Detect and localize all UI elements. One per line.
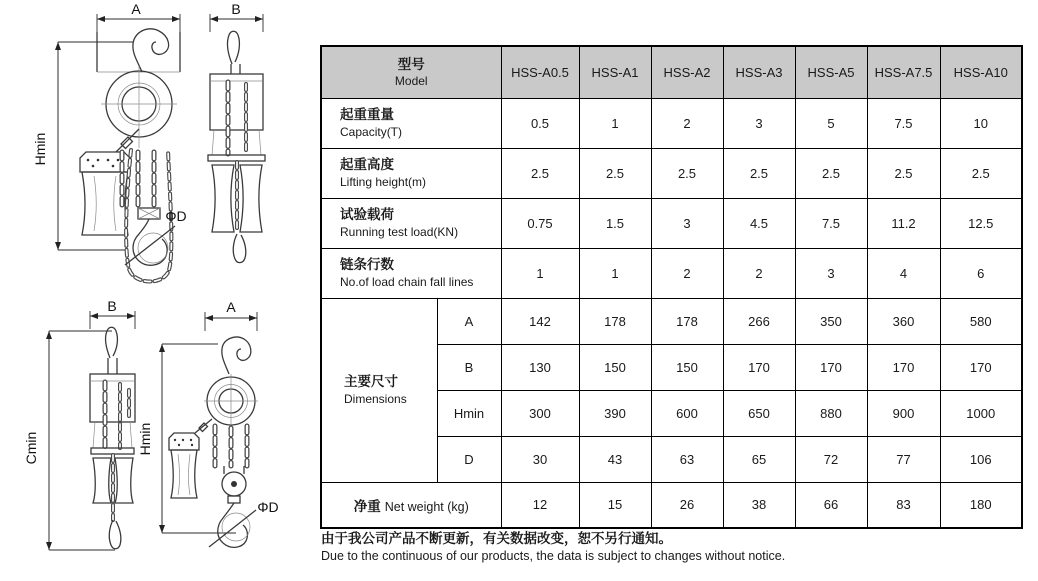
turnbuckle (121, 137, 133, 149)
value-cell: 38 (723, 482, 795, 528)
value-cell: 3 (723, 98, 795, 148)
value-cell: 266 (723, 298, 795, 344)
value-cell: 3 (795, 248, 867, 298)
value-cell: 150 (651, 344, 723, 390)
value-cell: 170 (867, 344, 940, 390)
hoist-side-view (23, 298, 135, 550)
model-column-header: HSS-A10 (940, 46, 1022, 98)
dim-a-label: A (131, 2, 141, 17)
row-label-en: Running test load(KN) (340, 224, 459, 239)
side-panel (115, 458, 133, 503)
value-cell: 900 (867, 390, 940, 436)
value-cell: 178 (579, 298, 651, 344)
net-weight-label-en: Net weight (kg) (384, 499, 469, 514)
hoist-side-view (208, 2, 265, 263)
value-cell: 2 (651, 248, 723, 298)
row-label-en: No.of load chain fall lines (340, 274, 474, 289)
value-cell: 180 (940, 482, 1022, 528)
value-cell: 15 (579, 482, 651, 528)
value-cell: 6 (940, 248, 1022, 298)
row-label-en: Lifting height(m) (340, 174, 427, 189)
value-cell: 7.5 (867, 98, 940, 148)
value-cell: 2 (651, 98, 723, 148)
row-label-zh: 起重高度 (340, 157, 394, 173)
value-cell: 142 (501, 298, 579, 344)
hook-diameter-leader (209, 510, 256, 547)
value-cell: 1000 (940, 390, 1022, 436)
dim-phid-label: ΦD (257, 499, 279, 515)
dim-hmin-label: Hmin (32, 132, 48, 166)
value-cell: 26 (651, 482, 723, 528)
dim-sublabel: Hmin (437, 390, 501, 436)
dim-b-label: B (107, 298, 117, 314)
value-cell: 72 (795, 436, 867, 482)
value-cell: 350 (795, 298, 867, 344)
value-cell: 2.5 (867, 148, 940, 198)
dimensions-label-zh: 主要尺寸 (344, 374, 398, 390)
bottom-hook-side (233, 234, 246, 263)
dim-a-label: A (226, 299, 236, 315)
disclaimer-zh: 由于我公司产品不断更新，有关数据改变，恕不另行通知。 (321, 531, 672, 546)
bracket-plate (169, 433, 199, 450)
row-label (321, 248, 501, 298)
value-cell: 2.5 (579, 148, 651, 198)
dim-hmin-label: Hmin (137, 422, 153, 456)
value-cell: 170 (795, 344, 867, 390)
value-cell: 83 (867, 482, 940, 528)
load-chain (215, 426, 247, 466)
row-label-zh: 链条行数 (340, 257, 394, 273)
value-cell: 12 (501, 482, 579, 528)
top-hook (133, 29, 169, 72)
net-weight-label-zh: 净重 (353, 498, 381, 514)
model-header-cell (321, 46, 501, 98)
row-label-zh: 起重重量 (340, 107, 394, 123)
value-cell: 1 (579, 248, 651, 298)
dimensions-label-en: Dimensions (344, 391, 407, 406)
model-header-en: Model (394, 73, 428, 88)
value-cell: 10 (940, 98, 1022, 148)
bottom-hook-side (109, 520, 121, 549)
chain-bag-fold (94, 176, 96, 231)
load-chain-side (228, 82, 246, 154)
top-hook-side (106, 327, 118, 358)
value-cell: 0.5 (501, 98, 579, 148)
table-row-net-weight (321, 482, 1022, 528)
dim-phid-label: ΦD (165, 208, 187, 224)
model-column-header: HSS-A1 (579, 46, 651, 98)
value-cell: 880 (795, 390, 867, 436)
value-cell: 1 (501, 248, 579, 298)
table-header-row (321, 46, 1022, 98)
value-cell: 2.5 (940, 148, 1022, 198)
chain-bag-fold (189, 454, 191, 495)
row-label-en: Capacity(T) (340, 124, 403, 139)
value-cell: 600 (651, 390, 723, 436)
value-cell: 4.5 (723, 198, 795, 248)
load-chain-side (105, 382, 129, 448)
hoist-front-view (137, 299, 279, 547)
value-cell: 2 (723, 248, 795, 298)
value-cell: 12.5 (940, 198, 1022, 248)
row-label (321, 98, 501, 148)
dimensions-label (321, 298, 437, 482)
value-cell: 2.5 (651, 148, 723, 198)
value-cell: 170 (940, 344, 1022, 390)
model-column-header: HSS-A5 (795, 46, 867, 98)
value-cell: 11.2 (867, 198, 940, 248)
table-row-test-load (321, 198, 1022, 248)
pulley-block (222, 466, 246, 503)
dim-b-label: B (231, 2, 241, 17)
hoist-front-view (32, 2, 187, 282)
suspension-link (116, 129, 139, 152)
dim-cmin-label: Cmin (23, 431, 39, 465)
side-panel (93, 458, 111, 503)
value-cell: 7.5 (795, 198, 867, 248)
value-cell: 5 (795, 98, 867, 148)
value-cell: 170 (723, 344, 795, 390)
chain-bag-fold (114, 176, 116, 231)
value-cell: 2.5 (501, 148, 579, 198)
housing-side (210, 74, 263, 130)
value-cell: 130 (501, 344, 579, 390)
net-weight-label (321, 482, 501, 528)
hoist-drawing-top (18, 2, 308, 298)
spec-table (320, 45, 1023, 529)
row-label (321, 148, 501, 198)
value-cell: 63 (651, 436, 723, 482)
side-panel (212, 165, 234, 232)
table-row-chain-lines (321, 248, 1022, 298)
value-cell: 65 (723, 436, 795, 482)
value-cell: 30 (501, 436, 579, 482)
table-row-lifting-height (321, 148, 1022, 198)
table-row-dim-a (321, 298, 1022, 344)
row-label-zh: 试验载荷 (340, 207, 394, 223)
value-cell: 360 (867, 298, 940, 344)
side-panel (240, 165, 262, 232)
value-cell: 390 (579, 390, 651, 436)
value-cell: 300 (501, 390, 579, 436)
top-hook (222, 337, 251, 374)
value-cell: 650 (723, 390, 795, 436)
value-cell: 178 (651, 298, 723, 344)
chain-bag-fold (178, 454, 180, 495)
bottom-hook (209, 503, 256, 547)
value-cell: 580 (940, 298, 1022, 344)
dim-sublabel: B (437, 344, 501, 390)
chain-bag (171, 450, 197, 498)
model-column-header: HSS-A7.5 (867, 46, 940, 98)
hoist-drawing-bottom (2, 298, 314, 578)
value-cell: 1 (579, 98, 651, 148)
model-header-zh: 型号 (397, 56, 425, 72)
value-cell: 66 (795, 482, 867, 528)
model-column-header: HSS-A3 (723, 46, 795, 98)
disclaimer-note (321, 530, 785, 564)
dim-sublabel: D (437, 436, 501, 482)
value-cell: 0.75 (501, 198, 579, 248)
dim-sublabel: A (437, 298, 501, 344)
value-cell: 2.5 (723, 148, 795, 198)
model-column-header: HSS-A0.5 (501, 46, 579, 98)
value-cell: 4 (867, 248, 940, 298)
value-cell: 77 (867, 436, 940, 482)
value-cell: 106 (940, 436, 1022, 482)
value-cell: 150 (579, 344, 651, 390)
row-label (321, 198, 501, 248)
value-cell: 1.5 (579, 198, 651, 248)
table-row-capacity (321, 98, 1022, 148)
disclaimer-en: Due to the continuous of our products, the data is subject to changes without notice. (321, 548, 786, 563)
value-cell: 3 (651, 198, 723, 248)
model-column-header: HSS-A2 (651, 46, 723, 98)
top-hook-side (228, 31, 240, 64)
value-cell: 43 (579, 436, 651, 482)
value-cell: 2.5 (795, 148, 867, 198)
